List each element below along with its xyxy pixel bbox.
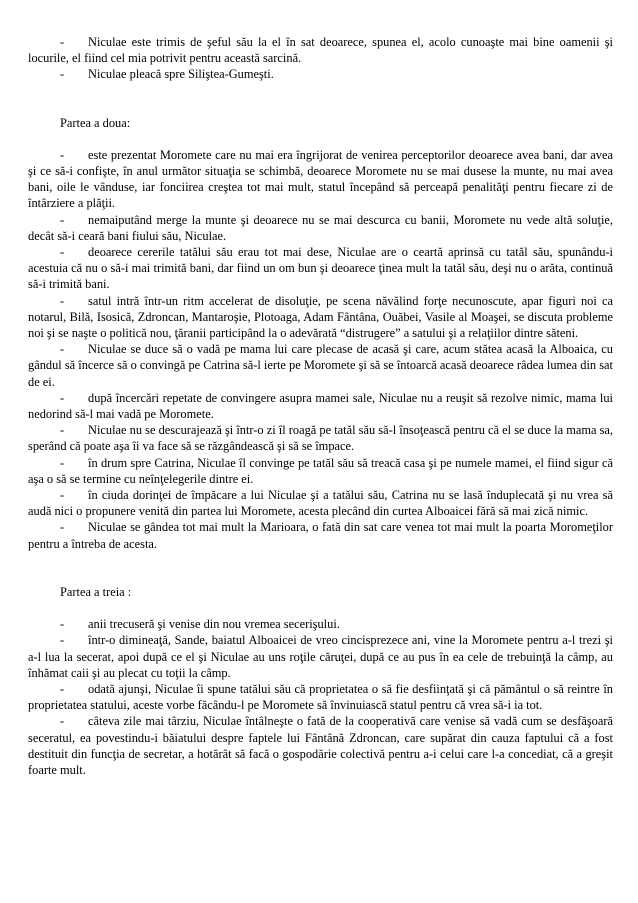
list-item (28, 34, 613, 66)
bullet-dash: - (60, 455, 65, 470)
bullet-dash: - (60, 714, 65, 729)
spacer (28, 131, 613, 147)
list-item-text: în ciuda dorinţei de împăcare a lui Niculae şi a tatălui său, Catrina nu se lasă înduplecată şi nu vrea să audă nici o propunere venită din partea lui Moromete, acesta plecând din curtea Alboaicei fără să mai zică nimic. (28, 488, 613, 519)
part3-list (28, 616, 613, 778)
list-item-text: satul intră într-un ritm accelerat de disoluţie, pe scena năvălind forţe necunoscute, apar figuri noi ca notarul, Bilă, Isosică, Zdroncan, Mantaroşie, Plotoaga, Adam Fântâna, Ouăbei, Vasile al Moaşei, se discuta probleme noi şi se naşte o politică nou, ţăranii participând la o adevărată “distrugere” a satului şi a relaţiilor dintre săteni. (28, 293, 613, 341)
bullet-dash: - (60, 147, 65, 162)
spacer (28, 83, 613, 115)
list-item (28, 147, 613, 212)
bullet-dash: - (60, 293, 65, 308)
section-heading-part2: Partea a doua: (60, 115, 131, 130)
list-item (28, 66, 613, 82)
bullet-dash: - (60, 67, 65, 82)
list-item (28, 244, 613, 293)
spacer (28, 552, 613, 584)
list-item-text: în drum spre Catrina, Niculae îl convinge pe tatăl său să treacă casa şi pe numele mamei, el fiind sigur că aşa o să se termine cu neînţelegerile dintre ei. (28, 455, 613, 486)
list-item-text: Niculae pleacă spre Siliştea-Gumeşti. (88, 67, 274, 82)
list-item-text: odată ajunşi, Niculae îi spune tatălui său că proprietatea o să fie desfiinţată şi că pământul o să reintre în proprietatea statului, aceste vorbe făcându-l pe Moromete să învinuiască statul pentru că vrea să-i ia tot. (28, 681, 613, 713)
list-item-text: Niculae se duce să o vadă pe mama lui care plecase de acasă şi care, acum stătea acasă la Alboaica, cu gândul să încerce să o convingă pe Catrina să-l ierte pe Moromete şi să se întoarcă acasă deoarece râdea lumea din sat de ei. (28, 342, 613, 389)
bullet-dash: - (60, 390, 65, 405)
bullet-dash: - (60, 681, 65, 696)
list-item (28, 713, 613, 778)
list-item-text: câteva zile mai târziu, Niculae întâlneşte o fată de la cooperativă care venise să vadă cum se desfăşoară seceratul, ea povestindu-i băiatului despre faptele lui Fântână Zdroncan, care supărat din cauza faptului că a fost destituit din funcţia de secretar, a hotărât să facă o gospodărie colectivă pentru a-i celui care l-a concediat, că a greşit foarte mult. (28, 714, 613, 777)
bullet-dash: - (60, 342, 65, 357)
spacer (28, 600, 613, 616)
list-item (28, 390, 613, 422)
list-item-text: deoarece cererile tatălui său erau tot mai dese, Niculae are o ceartă aprinsă cu tatăl său, spunându-i acestuia că nu o să-i mai trimită bani, dar fiind un om bun şi deoarece ţinea mult la tatăl său, deşi nu o arăta, continuă să-i trimită bani. (28, 245, 613, 292)
bullet-dash: - (60, 423, 65, 438)
list-item (28, 487, 613, 519)
bullet-dash: - (60, 245, 65, 260)
list-item (28, 455, 613, 487)
document-page (28, 34, 613, 778)
list-item-text: nemaiputând merge la munte şi deoarece nu se mai descurca cu banii, Moromete nu vede altă soluţie, decât să-i ceară bani fiului său, Niculae. (28, 212, 613, 243)
bullet-dash: - (60, 488, 65, 503)
bullet-dash: - (60, 35, 65, 49)
list-item (28, 293, 613, 342)
list-item-text: Niculae se gândea tot mai mult la Marioara, o fată din sat care venea tot mai mult la poarta Moromeţilor pentru a întreba de acesta. (28, 520, 613, 551)
part2-list (28, 147, 613, 552)
list-item (28, 212, 613, 244)
list-item-text: Niculae nu se descurajează şi într-o zi îl roagă pe tatăl său să-l însoţească pentru că el se duce la mama sa, sperând că poate aşa îi va face să se răzgândească şi să se împace. (28, 423, 613, 454)
list-item (28, 681, 613, 713)
bullet-dash: - (60, 520, 65, 535)
list-item-text: anii trecuseră şi venise din nou vremea secerişului. (88, 617, 340, 632)
list-item-text: Niculae este trimis de şeful său la el în sat deoarece, spunea el, acolo cunoaşte mai bine oamenii şi locurile, el fiind cel mia potrivit pentru această sarcină. (28, 35, 613, 66)
list-item (28, 422, 613, 454)
list-item (28, 519, 613, 551)
list-item (28, 632, 613, 681)
list-item (28, 341, 613, 390)
list-item-text: este prezentat Moromete care nu mai era îngrijorat de venirea perceptorilor deoarece avea bani, dar avea şi ce să-i confişte, în anul următor situaţia se schimbă, deoarece Moromete nu se mai dusese la munte, nu mai avea bani, oile le vânduse, iar fonciirea creştea tot mai mult, statul începând să perceapă penalităţi pentru fiecare zi de întârziere a plăţii. (28, 147, 613, 211)
list-item (28, 616, 613, 632)
bullet-dash: - (60, 617, 65, 632)
section-heading-part3: Partea a treia : (60, 584, 132, 599)
bullet-dash: - (60, 212, 65, 227)
bullet-dash: - (60, 633, 65, 648)
list-item-text: într-o dimineaţă, Sande, baiatul Alboaicei de vreo cincisprezece ani, vine la Moromete pentru a-l trezi şi a-l lua la secerat, apoi după ce el şi Niculae au uns roţile căruţei, după ce au pus în ea cele de trebuinţă la câmp, au înhămat caii şi au plecat cu toţii la câmp. (28, 633, 613, 680)
part1-list (28, 34, 613, 83)
list-item-text: după încercări repetate de convingere asupra mamei sale, Niculae nu a reuşit să rezolve nimic, mama lui nedorind să-l mai vadă pe Moromete. (28, 390, 613, 422)
